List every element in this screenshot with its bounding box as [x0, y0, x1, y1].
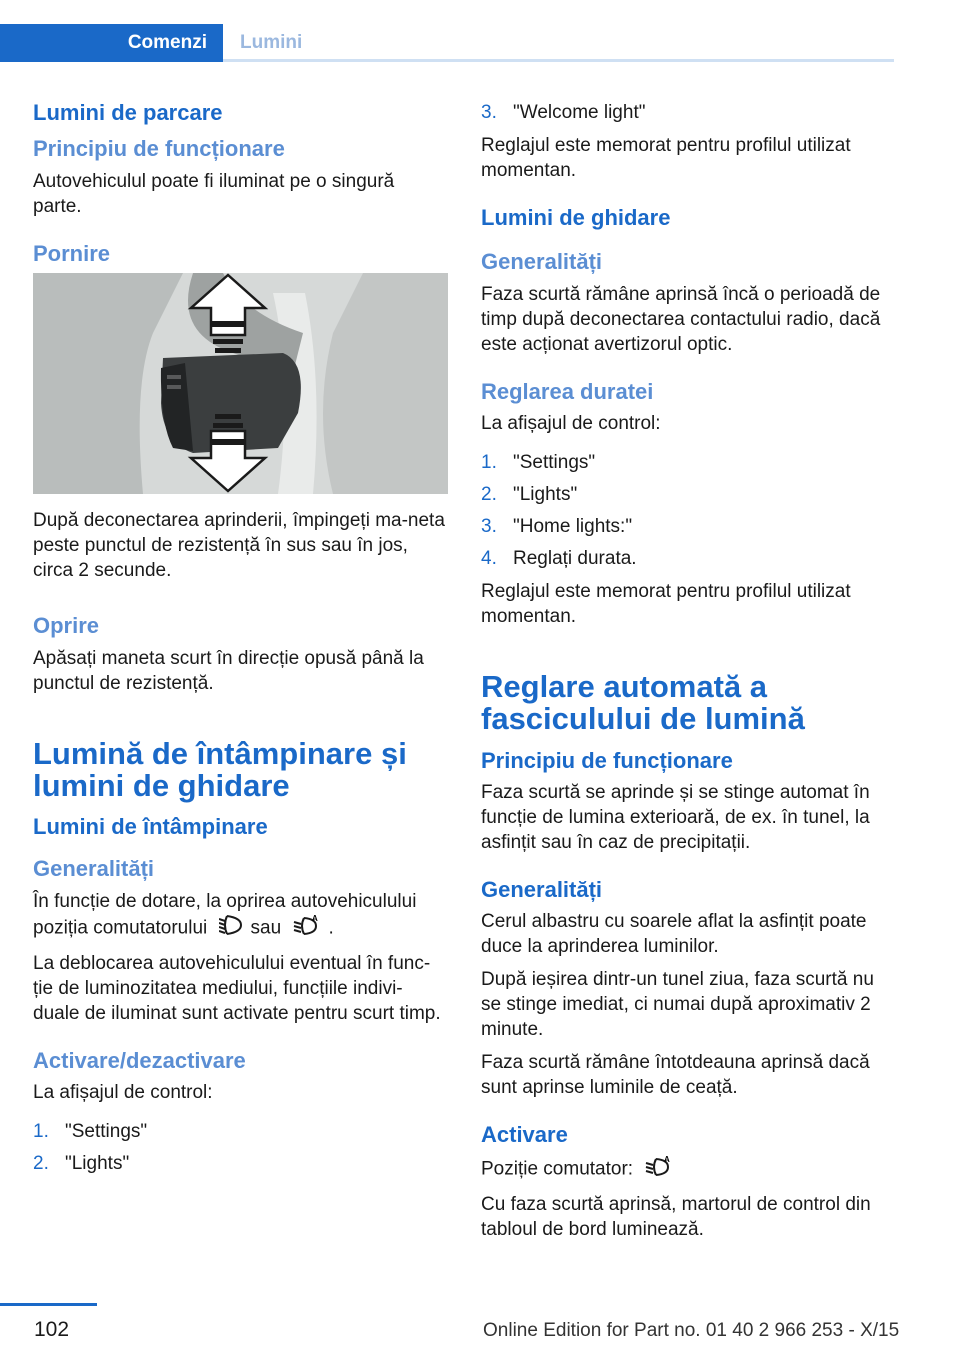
general-text-2: La deblocarea autovehiculului eventual în func‐ție de luminozitatea mediului, funcțiile indivi‐duale de iluminat sunt activate pentru scurt timp.: [33, 952, 441, 1024]
guide-general-heading: Generalități: [481, 249, 603, 275]
switch-on-heading: Pornire: [33, 240, 111, 266]
principle-heading: Principiu de funcționare: [33, 136, 285, 162]
list-item: 3. "Home lights:": [481, 516, 633, 538]
header-tabs: [0, 24, 894, 62]
activation-heading: Activare: [481, 1122, 568, 1148]
header-underline: [223, 59, 894, 62]
duration-text: La afișajul de control:: [481, 413, 661, 435]
auto-principle-heading: Principiu de funcționare: [481, 747, 733, 773]
auto-general-heading: Generalități: [481, 877, 603, 903]
guide-general-text: Faza scurtă rămâne aprinsă încă o perioadă de timp după deconectarea contactului radio, dacă este acționat avertizorul optic.: [481, 283, 881, 355]
activation-text-2: Cu faza scurtă aprinsă, martorul de control din tabloul de bord luminează.: [481, 1193, 871, 1240]
auto-headlight-icon: [644, 1155, 674, 1184]
svg-text:A: A: [664, 1154, 671, 1164]
auto-general-text-2: După ieșirea dintr-un tunel ziua, faza scurtă nu se stinge imediat, ci numai după aproximativ 2 minute.: [481, 969, 874, 1041]
welcome-lights-big-heading: Lumină de întâmpinare și lumini de ghidare: [33, 735, 407, 803]
duration-heading: Reglarea duratei: [481, 378, 654, 404]
general-heading: Generalități: [33, 856, 155, 882]
saved-text: Reglajul este memorat pentru profilul utilizat momentan.: [481, 135, 851, 181]
switch-off-text: Apăsați maneta scurt în direcție opusă până la punctul de rezistență.: [33, 647, 424, 694]
switch-on-text: După deconectarea aprinderii, împingeți ma‐neta peste punctul de rezistență în sus sau în jos, circa 2 secunde.: [33, 510, 445, 582]
right-column: [481, 100, 896, 1250]
lever-figure-icon: [33, 273, 448, 494]
parking-lights-heading: Lumini de parcare: [33, 100, 223, 125]
activation-text: Poziție comutator: A: [481, 1155, 896, 1184]
duration-steps-list: [481, 450, 896, 571]
auto-headlight-icon: [292, 914, 322, 943]
list-item: 1. "Settings": [33, 1121, 148, 1143]
svg-text:A: A: [312, 913, 319, 923]
switch-off-heading: Oprire: [33, 613, 100, 639]
list-item: 4. Reglați durata.: [481, 548, 637, 570]
list-item: 3. "Welcome light": [481, 102, 646, 123]
welcome-steps-list: [481, 100, 896, 125]
stalk-illustration: [33, 273, 448, 494]
left-column: [33, 100, 448, 1184]
list-item: 2. "Lights": [33, 1153, 130, 1175]
saved-text-2: Reglajul este memorat pentru profilul utilizat momentan.: [481, 581, 851, 628]
auto-principle-text: Faza scurtă se aprinde și se stinge automat în funcție de lumina exterioară, de ex. în tunel, la asfințit sau în caz de precipitații.: [481, 782, 870, 854]
list-item: 1. "Settings": [481, 452, 596, 474]
guide-lights-heading: Lumini de ghidare: [481, 205, 671, 230]
page-number: 102: [34, 1318, 70, 1341]
welcome-lights-heading: Lumini de întâmpinare: [33, 814, 268, 840]
activate-steps-list: [33, 1119, 448, 1176]
auto-general-text-3: Faza scurtă rămâne întotdeauna aprinsă dacă sunt aprinse luminile de ceață.: [481, 1052, 870, 1099]
auto-general-text-1: Cerul albastru cu soarele aflat la asfințit poate duce la aprinderea luminilor.: [481, 911, 867, 958]
edition-text: Online Edition for Part no. 01 40 2 966 253 - X/15: [483, 1320, 900, 1341]
tab-comenzi[interactable]: Comenzi: [0, 24, 223, 62]
footer-rule: [0, 1303, 97, 1306]
low-beam-icon: [219, 914, 245, 943]
activate-text: La afișajul de control:: [33, 1082, 213, 1104]
tab-lumini[interactable]: Lumini: [240, 32, 303, 53]
auto-beam-big-heading: Reglare automată a fasciculului de lumină: [481, 669, 805, 737]
principle-text: Autovehiculul poate fi iluminat pe o singură parte.: [33, 170, 395, 217]
general-text: În funcție de dotare, la oprirea autovehiculului poziția comutatorului sau A .: [33, 889, 448, 943]
activate-heading: Activare/dezactivare: [33, 1047, 246, 1073]
list-item: 2. "Lights": [481, 484, 578, 506]
